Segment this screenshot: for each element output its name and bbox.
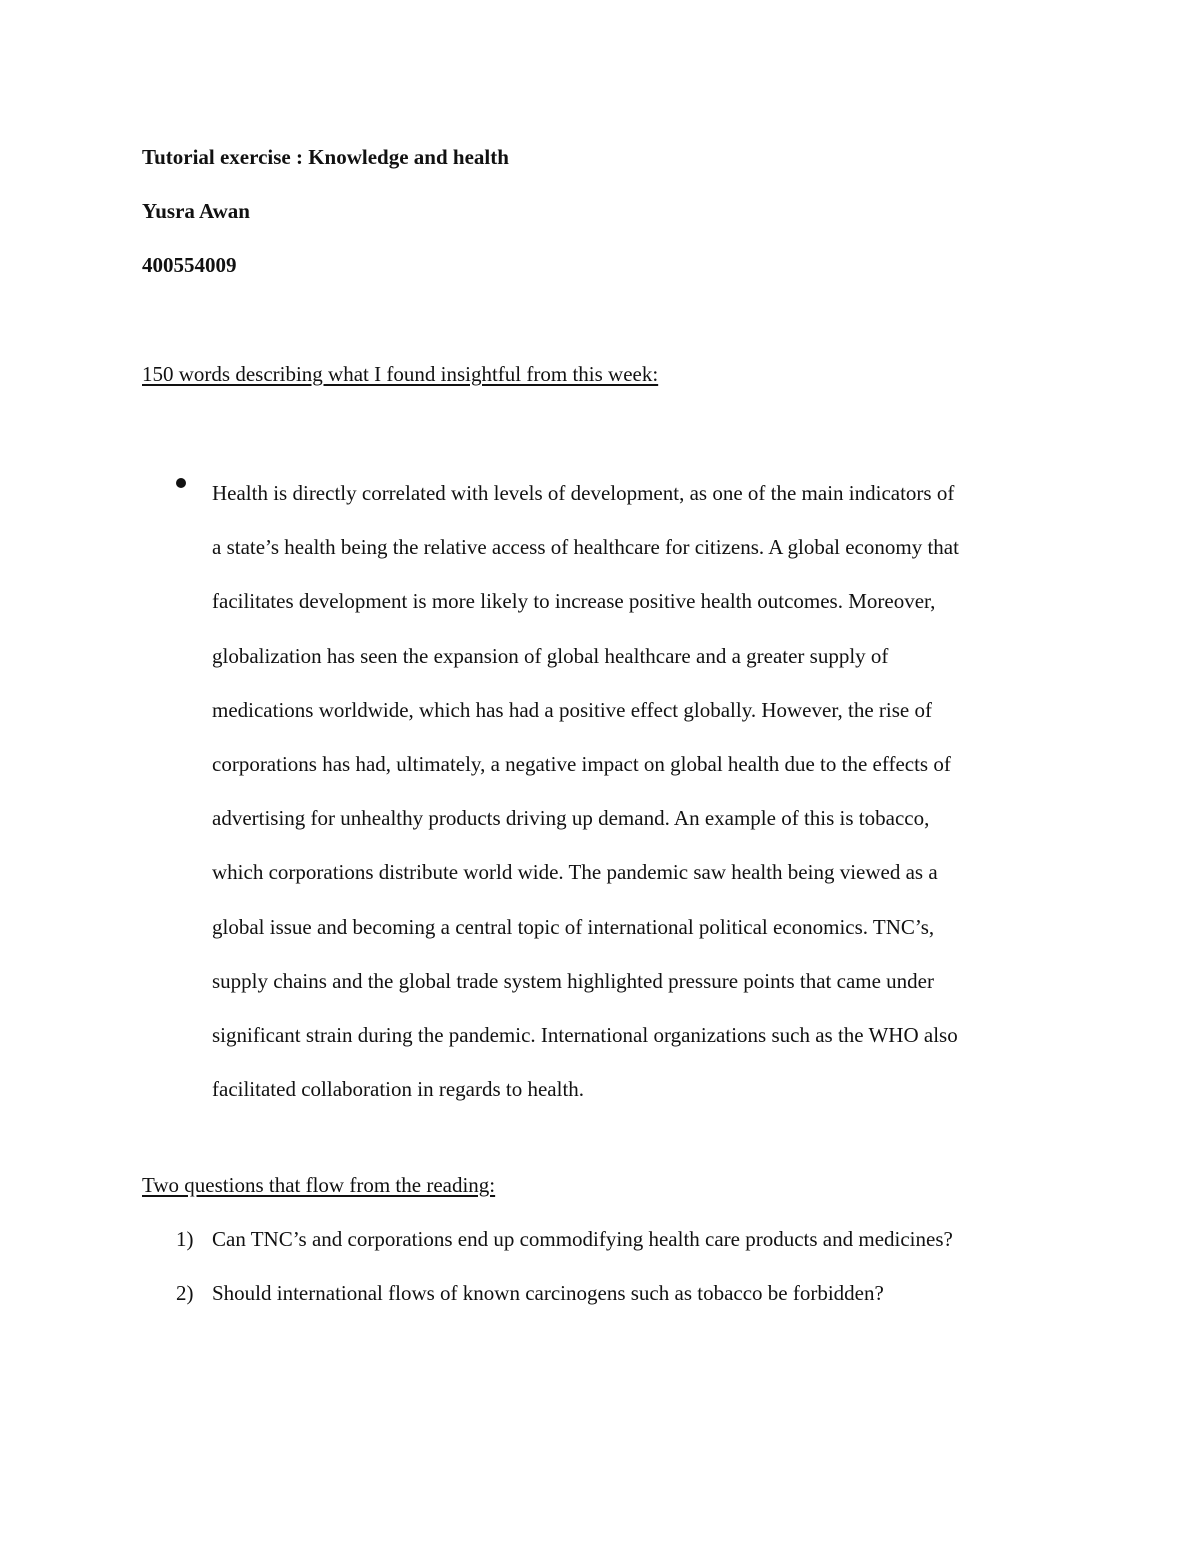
bullet-icon xyxy=(176,478,186,488)
paragraph-line: global issue and becoming a central topic of international political economics. TNC’s, xyxy=(212,914,935,939)
insight-paragraph xyxy=(212,466,1072,1116)
paragraph-line: facilitated collaboration in regards to health. xyxy=(212,1077,585,1102)
document-title: Tutorial exercise : Knowledge and health xyxy=(142,145,509,169)
paragraph-line: Health is directly correlated with levels of development, as one of the main indicators of xyxy=(212,481,955,505)
paragraph-line: advertising for unhealthy products driving up demand. An example of this is tobacco, xyxy=(212,806,930,831)
paragraph-line: significant strain during the pandemic. International organizations such as the WHO also xyxy=(212,1023,958,1048)
author-name: Yusra Awan xyxy=(142,199,250,223)
paragraph-line: globalization has seen the expansion of global healthcare and a greater supply of xyxy=(212,643,889,668)
paragraph-line: which corporations distribute world wide. The pandemic saw health being viewed as a xyxy=(212,860,938,885)
paragraph-line: a state’s health being the relative access of healthcare for citizens. A global economy that xyxy=(212,535,959,560)
student-id: 400554009 xyxy=(142,253,237,277)
question-number: 1) xyxy=(176,1227,194,1251)
question-text: Can TNC’s and corporations end up commodifying health care products and medicines? xyxy=(212,1227,953,1251)
question-text: Should international flows of known carcinogens such as tobacco be forbidden? xyxy=(212,1281,884,1305)
question-number: 2) xyxy=(176,1281,194,1305)
paragraph-line: supply chains and the global trade system highlighted pressure points that came under xyxy=(212,968,934,993)
section-heading-insights: 150 words describing what I found insightful from this week: xyxy=(142,362,659,386)
paragraph-line: corporations has had, ultimately, a negative impact on global health due to the effects of xyxy=(212,752,951,777)
paragraph-line: medications worldwide, which has had a positive effect globally. However, the rise of xyxy=(212,697,932,722)
section-heading-questions: Two questions that flow from the reading: xyxy=(142,1173,496,1197)
paragraph-line: facilitates development is more likely to increase positive health outcomes. Moreover, xyxy=(212,589,936,614)
